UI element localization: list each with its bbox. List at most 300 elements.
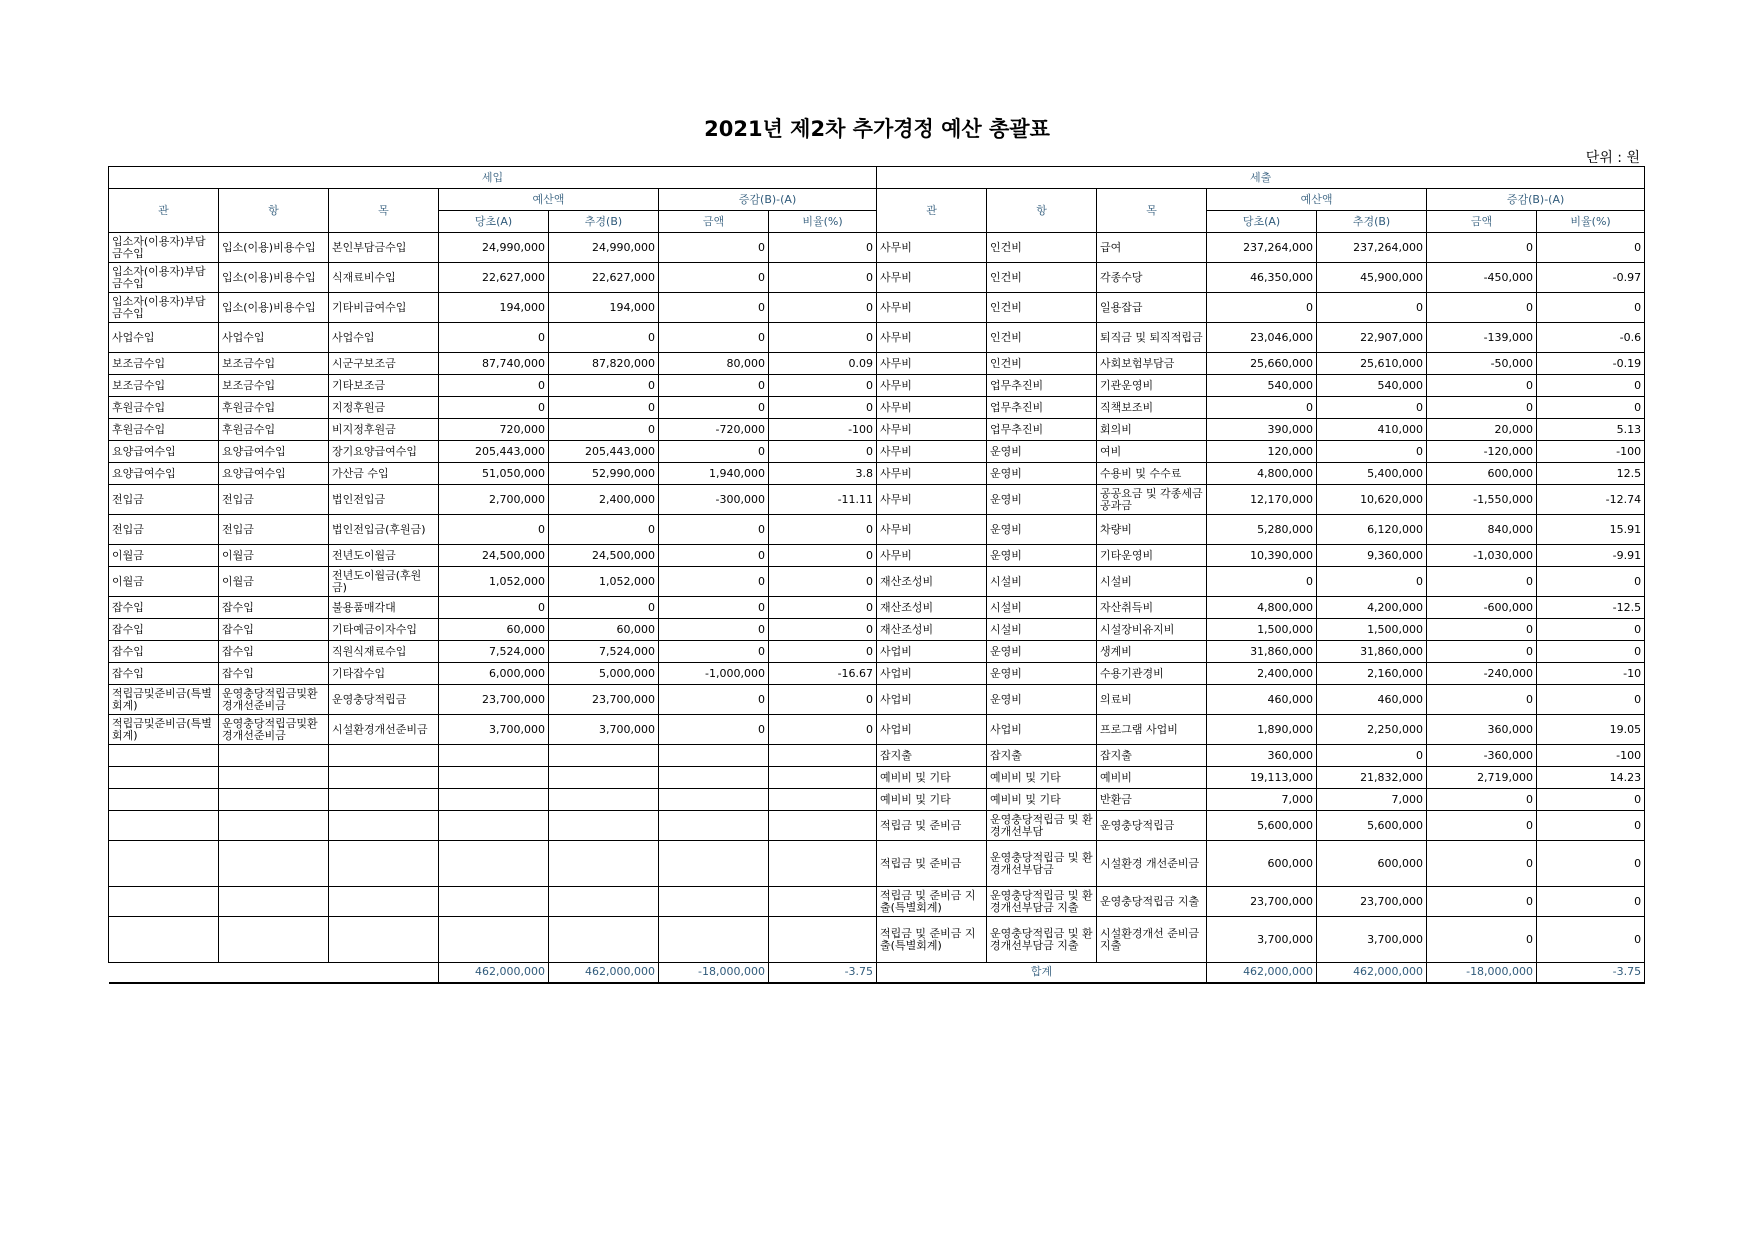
rev-gwan-cell: 사업수입 — [109, 323, 219, 353]
exp-gwan-cell: 예비비 및 기타 — [877, 767, 987, 789]
exp-gwan-cell: 예비비 및 기타 — [877, 789, 987, 811]
rev-gwan-cell: 후원금수입 — [109, 397, 219, 419]
exp-hang-cell: 업무추진비 — [987, 397, 1097, 419]
rev-amount-cell: 0 — [659, 567, 769, 597]
exp-mok-cell: 시설환경개선 준비금 지출 — [1097, 917, 1207, 963]
exp-amount-cell: 0 — [1427, 619, 1537, 641]
exp-gwan-cell: 사무비 — [877, 441, 987, 463]
exp-initial-cell: 3,700,000 — [1207, 917, 1317, 963]
exp-initial-cell: 237,264,000 — [1207, 233, 1317, 263]
total-exp-revised-cell: 462,000,000 — [1317, 963, 1427, 983]
rev-mok-cell: 기타잡수입 — [329, 663, 439, 685]
rev-revised-cell: 0 — [549, 597, 659, 619]
rev-amount-cell — [659, 841, 769, 887]
exp-hang-cell: 운영비 — [987, 685, 1097, 715]
exp-amount-cell: 0 — [1427, 789, 1537, 811]
exp-revised-cell: 5,400,000 — [1317, 463, 1427, 485]
exp-amount-cell: 0 — [1427, 397, 1537, 419]
exp-amount-cell: 0 — [1427, 811, 1537, 841]
rev-revised-cell — [549, 841, 659, 887]
table-row — [109, 515, 1645, 545]
rev-mok-cell: 사업수입 — [329, 323, 439, 353]
rev-mok-cell — [329, 767, 439, 789]
exp-amount-cell: 2,719,000 — [1427, 767, 1537, 789]
rev-mok-cell: 불용품매각대 — [329, 597, 439, 619]
exp-initial-cell: 31,860,000 — [1207, 641, 1317, 663]
exp-ratio-cell: -0.19 — [1537, 353, 1645, 375]
exp-mok-cell: 급여 — [1097, 233, 1207, 263]
rev-mok-cell: 시설환경개선준비금 — [329, 715, 439, 745]
table-row — [109, 745, 1645, 767]
rev-initial-cell: 194,000 — [439, 293, 549, 323]
rev-gwan-cell: 잡수입 — [109, 619, 219, 641]
exp-hang-cell: 운영충당적립금 및 환경개선부담 — [987, 811, 1097, 841]
rev-amount-cell — [659, 745, 769, 767]
exp-ratio-cell: 0 — [1537, 641, 1645, 663]
rev-mok-cell — [329, 841, 439, 887]
rev-mok-cell: 시군구보조금 — [329, 353, 439, 375]
rev-hang-cell: 전입금 — [219, 515, 329, 545]
exp-initial-cell: 2,400,000 — [1207, 663, 1317, 685]
exp-revised-cell: 23,700,000 — [1317, 887, 1427, 917]
exp-mok-cell: 사회보험부담금 — [1097, 353, 1207, 375]
exp-amount-cell: 20,000 — [1427, 419, 1537, 441]
exp-hang-cell: 잡지출 — [987, 745, 1097, 767]
exp-hang-cell: 시설비 — [987, 597, 1097, 619]
exp-gwan-cell: 사무비 — [877, 293, 987, 323]
rev-hang-cell: 잡수입 — [219, 597, 329, 619]
rev-initial-cell — [439, 841, 549, 887]
exp-gwan-cell: 적립금 및 준비금 지출(특별회계) — [877, 917, 987, 963]
rev-initial-cell — [439, 745, 549, 767]
exp-mok-cell: 직책보조비 — [1097, 397, 1207, 419]
exp-initial-cell: 12,170,000 — [1207, 485, 1317, 515]
exp-gwan-cell: 재산조성비 — [877, 597, 987, 619]
rev-gwan-cell: 후원금수입 — [109, 419, 219, 441]
exp-ratio-cell: 0 — [1537, 397, 1645, 419]
rev-revised-cell: 3,700,000 — [549, 715, 659, 745]
rev-initial-cell: 0 — [439, 323, 549, 353]
exp-amount-cell: 840,000 — [1427, 515, 1537, 545]
exp-hang-cell: 운영비 — [987, 441, 1097, 463]
exp-ratio-cell: 0 — [1537, 841, 1645, 887]
rev-initial-cell: 0 — [439, 515, 549, 545]
rev-gwan-cell: 적립금및준비금(특별회계) — [109, 685, 219, 715]
total-exp-initial-cell: 462,000,000 — [1207, 963, 1317, 983]
rev-ratio-cell: 0 — [769, 397, 877, 419]
exp-revised-cell: 410,000 — [1317, 419, 1427, 441]
exp-mok-cell: 수용기관경비 — [1097, 663, 1207, 685]
rev-gwan-cell: 입소자(이용자)부담금수입 — [109, 293, 219, 323]
rev-initial-cell: 0 — [439, 397, 549, 419]
rev-gwan-cell: 전입금 — [109, 485, 219, 515]
rev-mok-cell: 지정후원금 — [329, 397, 439, 419]
rev-amount-cell — [659, 811, 769, 841]
exp-mok-cell: 자산취득비 — [1097, 597, 1207, 619]
exp-revised-cell: 7,000 — [1317, 789, 1427, 811]
rev-amount-cell: 0 — [659, 375, 769, 397]
rev-initial-cell — [439, 917, 549, 963]
table-row — [109, 545, 1645, 567]
rev-ratio-cell: 0 — [769, 597, 877, 619]
rev-amount-cell: 0 — [659, 641, 769, 663]
rev-mok-cell — [329, 745, 439, 767]
exp-initial-cell: 4,800,000 — [1207, 597, 1317, 619]
rev-ratio-cell: 0 — [769, 293, 877, 323]
exp-amount-cell: 0 — [1427, 685, 1537, 715]
exp-initial-cell: 19,113,000 — [1207, 767, 1317, 789]
exp-amount-cell: -360,000 — [1427, 745, 1537, 767]
table-row — [109, 841, 1645, 887]
rev-ratio-cell: -11.11 — [769, 485, 877, 515]
total-label: 합계 — [877, 963, 1207, 983]
exp-mok-cell: 프로그램 사업비 — [1097, 715, 1207, 745]
rev-ratio-cell: 0 — [769, 233, 877, 263]
exp-hang-cell: 업무추진비 — [987, 375, 1097, 397]
total-blank-cell — [109, 963, 439, 983]
rev-hang-cell: 전입금 — [219, 485, 329, 515]
exp-ratio-cell: -0.6 — [1537, 323, 1645, 353]
rev-ratio-cell: 0 — [769, 545, 877, 567]
rev-ratio-cell: 0 — [769, 323, 877, 353]
exp-mok-cell: 회의비 — [1097, 419, 1207, 441]
rev-initial-cell: 22,627,000 — [439, 263, 549, 293]
exp-hang-cell: 인건비 — [987, 263, 1097, 293]
exp-ratio-cell: 0 — [1537, 887, 1645, 917]
rev-hang-cell — [219, 811, 329, 841]
exp-amount-cell: 0 — [1427, 293, 1537, 323]
table-row — [109, 887, 1645, 917]
rev-initial-cell — [439, 767, 549, 789]
rev-amount-header: 금액 — [659, 211, 769, 233]
exp-ratio-cell: 5.13 — [1537, 419, 1645, 441]
exp-revised-cell: 31,860,000 — [1317, 641, 1427, 663]
exp-initial-cell: 360,000 — [1207, 745, 1317, 767]
exp-initial-cell: 4,800,000 — [1207, 463, 1317, 485]
rev-amount-cell — [659, 917, 769, 963]
exp-gwan-cell: 사무비 — [877, 353, 987, 375]
table-row — [109, 663, 1645, 685]
table-row — [109, 263, 1645, 293]
rev-hang-cell: 보조금수입 — [219, 375, 329, 397]
rev-initial-cell — [439, 811, 549, 841]
rev-ratio-cell — [769, 745, 877, 767]
exp-hang-cell: 운영충당적립금 및 환경개선부담금 지출 — [987, 887, 1097, 917]
rev-gwan-cell: 잡수입 — [109, 597, 219, 619]
rev-revised-cell: 0 — [549, 323, 659, 353]
exp-amount-cell: -600,000 — [1427, 597, 1537, 619]
rev-revised-cell: 22,627,000 — [549, 263, 659, 293]
table-row — [109, 293, 1645, 323]
rev-hang-cell: 잡수입 — [219, 641, 329, 663]
table-row — [109, 917, 1645, 963]
rev-amount-cell: 0 — [659, 545, 769, 567]
rev-hang-cell — [219, 887, 329, 917]
exp-revised-cell: 0 — [1317, 567, 1427, 597]
rev-revised-cell: 2,400,000 — [549, 485, 659, 515]
exp-ratio-cell: -100 — [1537, 745, 1645, 767]
exp-gwan-cell: 사업비 — [877, 641, 987, 663]
exp-amount-cell: 360,000 — [1427, 715, 1537, 745]
exp-amount-cell: -450,000 — [1427, 263, 1537, 293]
exp-revised-header: 추경(B) — [1317, 211, 1427, 233]
table-row — [109, 353, 1645, 375]
exp-amount-cell: 0 — [1427, 917, 1537, 963]
exp-mok-cell: 운영충당적립금 지출 — [1097, 887, 1207, 917]
exp-amount-cell: 0 — [1427, 375, 1537, 397]
rev-ratio-cell: 0 — [769, 441, 877, 463]
rev-hang-cell: 운영충당적립금및환경개선준비금 — [219, 715, 329, 745]
exp-ratio-cell: -0.97 — [1537, 263, 1645, 293]
exp-ratio-cell: 0 — [1537, 293, 1645, 323]
rev-mok-cell: 기타예금이자수입 — [329, 619, 439, 641]
exp-initial-cell: 540,000 — [1207, 375, 1317, 397]
exp-amount-header: 금액 — [1427, 211, 1537, 233]
total-rev-ratio-cell: -3.75 — [769, 963, 877, 983]
exp-budget-header: 예산액 — [1207, 189, 1427, 211]
rev-revised-cell — [549, 767, 659, 789]
exp-amount-cell: -50,000 — [1427, 353, 1537, 375]
rev-mok-cell: 전년도이월금 — [329, 545, 439, 567]
exp-gwan-cell: 적립금 및 준비금 지출(특별회계) — [877, 887, 987, 917]
exp-mok-cell: 기관운영비 — [1097, 375, 1207, 397]
exp-ratio-cell: 12.5 — [1537, 463, 1645, 485]
exp-ratio-cell: 0 — [1537, 917, 1645, 963]
rev-initial-header: 당초(A) — [439, 211, 549, 233]
rev-revised-cell: 23,700,000 — [549, 685, 659, 715]
table-row — [109, 767, 1645, 789]
total-exp-ratio-cell: -3.75 — [1537, 963, 1645, 983]
exp-mok-cell: 시설비 — [1097, 567, 1207, 597]
rev-amount-cell: 0 — [659, 515, 769, 545]
rev-revised-cell: 1,052,000 — [549, 567, 659, 597]
rev-amount-cell: 0 — [659, 263, 769, 293]
rev-mok-cell — [329, 887, 439, 917]
exp-amount-cell: 0 — [1427, 233, 1537, 263]
exp-revised-cell: 2,160,000 — [1317, 663, 1427, 685]
rev-gwan-cell: 보조금수입 — [109, 353, 219, 375]
rev-ratio-cell: 0.09 — [769, 353, 877, 375]
rev-initial-cell: 24,500,000 — [439, 545, 549, 567]
exp-hang-cell: 예비비 및 기타 — [987, 767, 1097, 789]
header-row-1 — [109, 167, 1645, 189]
rev-revised-cell: 52,990,000 — [549, 463, 659, 485]
rev-initial-cell: 0 — [439, 375, 549, 397]
exp-initial-cell: 0 — [1207, 293, 1317, 323]
rev-amount-cell: -300,000 — [659, 485, 769, 515]
table-row — [109, 463, 1645, 485]
rev-initial-cell: 23,700,000 — [439, 685, 549, 715]
rev-amount-cell: -1,000,000 — [659, 663, 769, 685]
exp-revised-cell: 0 — [1317, 441, 1427, 463]
exp-ratio-cell: 14.23 — [1537, 767, 1645, 789]
rev-mok-cell: 기타비급여수입 — [329, 293, 439, 323]
rev-mok-cell: 기타보조금 — [329, 375, 439, 397]
rev-mok-cell: 식재료비수입 — [329, 263, 439, 293]
exp-mok-cell: 차량비 — [1097, 515, 1207, 545]
exp-initial-cell: 1,500,000 — [1207, 619, 1317, 641]
exp-ratio-cell: 0 — [1537, 789, 1645, 811]
exp-initial-cell: 390,000 — [1207, 419, 1317, 441]
rev-revised-cell: 87,820,000 — [549, 353, 659, 375]
rev-mok-cell — [329, 917, 439, 963]
rev-ratio-cell: 0 — [769, 263, 877, 293]
rev-hang-cell: 입소(이용)비용수입 — [219, 263, 329, 293]
rev-amount-cell — [659, 767, 769, 789]
exp-initial-cell: 10,390,000 — [1207, 545, 1317, 567]
rev-ratio-cell: -16.67 — [769, 663, 877, 685]
rev-revised-cell: 24,500,000 — [549, 545, 659, 567]
rev-revised-cell: 24,990,000 — [549, 233, 659, 263]
exp-gwan-cell: 사무비 — [877, 323, 987, 353]
rev-amount-cell: 80,000 — [659, 353, 769, 375]
exp-mok-cell: 시설환경 개선준비금 — [1097, 841, 1207, 887]
rev-hang-cell: 잡수입 — [219, 619, 329, 641]
exp-mok-cell: 반환금 — [1097, 789, 1207, 811]
exp-mok-cell: 여비 — [1097, 441, 1207, 463]
exp-revised-cell: 22,907,000 — [1317, 323, 1427, 353]
rev-amount-cell: 0 — [659, 597, 769, 619]
total-row — [109, 963, 1645, 983]
exp-hang-cell: 업무추진비 — [987, 419, 1097, 441]
rev-ratio-cell: 0 — [769, 567, 877, 597]
exp-hang-cell: 운영비 — [987, 463, 1097, 485]
exp-gwan-cell: 사업비 — [877, 663, 987, 685]
rev-hang-cell — [219, 745, 329, 767]
exp-ratio-cell: 15.91 — [1537, 515, 1645, 545]
exp-revised-cell: 540,000 — [1317, 375, 1427, 397]
exp-amount-cell: 0 — [1427, 887, 1537, 917]
rev-mok-cell — [329, 789, 439, 811]
rev-ratio-cell — [769, 887, 877, 917]
exp-initial-cell: 5,600,000 — [1207, 811, 1317, 841]
rev-revised-cell — [549, 745, 659, 767]
exp-revised-cell: 600,000 — [1317, 841, 1427, 887]
rev-gwan-cell: 이월금 — [109, 567, 219, 597]
exp-initial-cell: 120,000 — [1207, 441, 1317, 463]
rev-hang-cell — [219, 789, 329, 811]
exp-gwan-cell: 사무비 — [877, 463, 987, 485]
exp-hang-cell: 운영충당적립금 및 환경개선부담금 — [987, 841, 1097, 887]
rev-ratio-cell — [769, 841, 877, 887]
unit-label: 단위 : 원 — [1585, 150, 1640, 166]
rev-initial-cell: 0 — [439, 597, 549, 619]
exp-ratio-cell: 0 — [1537, 233, 1645, 263]
rev-ratio-cell — [769, 789, 877, 811]
exp-revised-cell: 1,500,000 — [1317, 619, 1427, 641]
exp-initial-cell: 46,350,000 — [1207, 263, 1317, 293]
exp-mok-cell: 기타운영비 — [1097, 545, 1207, 567]
rev-amount-cell: -720,000 — [659, 419, 769, 441]
table-row — [109, 685, 1645, 715]
exp-mok-cell: 시설장비유지비 — [1097, 619, 1207, 641]
rev-gwan-cell: 입소자(이용자)부담금수입 — [109, 263, 219, 293]
rev-revised-cell: 5,000,000 — [549, 663, 659, 685]
rev-ratio-cell — [769, 917, 877, 963]
exp-initial-cell: 5,280,000 — [1207, 515, 1317, 545]
rev-hang-cell: 이월금 — [219, 545, 329, 567]
exp-revised-cell: 21,832,000 — [1317, 767, 1427, 789]
rev-amount-cell: 0 — [659, 293, 769, 323]
table-row — [109, 375, 1645, 397]
exp-revised-cell: 460,000 — [1317, 685, 1427, 715]
exp-amount-cell: 0 — [1427, 841, 1537, 887]
rev-initial-cell: 7,524,000 — [439, 641, 549, 663]
table-row — [109, 397, 1645, 419]
exp-revised-cell: 9,360,000 — [1317, 545, 1427, 567]
rev-ratio-cell: 0 — [769, 715, 877, 745]
exp-change-header: 증감(B)-(A) — [1427, 189, 1645, 211]
exp-ratio-cell: -100 — [1537, 441, 1645, 463]
rev-ratio-cell: 3.8 — [769, 463, 877, 485]
rev-mok-cell: 전년도이월금(후원금) — [329, 567, 439, 597]
exp-ratio-cell: -10 — [1537, 663, 1645, 685]
rev-gwan-cell — [109, 841, 219, 887]
table-row — [109, 233, 1645, 263]
rev-hang-cell — [219, 767, 329, 789]
rev-revised-cell — [549, 789, 659, 811]
rev-hang-cell: 보조금수입 — [219, 353, 329, 375]
exp-ratio-cell: -12.74 — [1537, 485, 1645, 515]
rev-gwan-cell: 이월금 — [109, 545, 219, 567]
table-row — [109, 419, 1645, 441]
exp-initial-cell: 460,000 — [1207, 685, 1317, 715]
rev-mok-cell: 가산금 수입 — [329, 463, 439, 485]
rev-hang-cell — [219, 917, 329, 963]
rev-gwan-cell — [109, 745, 219, 767]
rev-gwan-cell: 잡수입 — [109, 663, 219, 685]
exp-initial-cell: 0 — [1207, 567, 1317, 597]
rev-amount-cell: 0 — [659, 397, 769, 419]
rev-gwan-cell: 요양급여수입 — [109, 441, 219, 463]
exp-gwan-cell: 재산조성비 — [877, 567, 987, 597]
rev-initial-cell: 60,000 — [439, 619, 549, 641]
exp-hang-cell: 운영비 — [987, 545, 1097, 567]
page-title: 2021년 제2차 추가경정 예산 총괄표 — [704, 117, 1050, 141]
total-rev-amount-cell: -18,000,000 — [659, 963, 769, 983]
rev-budget-header: 예산액 — [439, 189, 659, 211]
exp-gwan-cell: 잡지출 — [877, 745, 987, 767]
exp-hang-cell: 운영비 — [987, 641, 1097, 663]
exp-initial-cell: 23,700,000 — [1207, 887, 1317, 917]
exp-hang-cell: 운영비 — [987, 515, 1097, 545]
exp-hang-cell: 사업비 — [987, 715, 1097, 745]
rev-revised-cell — [549, 917, 659, 963]
rev-revised-cell: 0 — [549, 397, 659, 419]
rev-initial-cell: 720,000 — [439, 419, 549, 441]
rev-ratio-cell: 0 — [769, 515, 877, 545]
exp-gwan-cell: 사무비 — [877, 515, 987, 545]
rev-gwan-cell — [109, 887, 219, 917]
exp-hang-cell: 인건비 — [987, 353, 1097, 375]
exp-gwan-header: 관 — [877, 189, 987, 233]
rev-gwan-cell — [109, 917, 219, 963]
rev-revised-cell: 194,000 — [549, 293, 659, 323]
rev-mok-cell: 장기요양급여수입 — [329, 441, 439, 463]
rev-initial-cell: 2,700,000 — [439, 485, 549, 515]
table-row — [109, 715, 1645, 745]
rev-mok-cell: 비지정후원금 — [329, 419, 439, 441]
rev-amount-cell: 0 — [659, 233, 769, 263]
exp-revised-cell: 4,200,000 — [1317, 597, 1427, 619]
exp-initial-cell: 1,890,000 — [1207, 715, 1317, 745]
exp-revised-cell: 0 — [1317, 293, 1427, 323]
exp-ratio-cell: -12.5 — [1537, 597, 1645, 619]
exp-revised-cell: 25,610,000 — [1317, 353, 1427, 375]
rev-amount-cell: 0 — [659, 323, 769, 353]
exp-hang-cell: 운영비 — [987, 485, 1097, 515]
header-row-2 — [109, 189, 1645, 211]
